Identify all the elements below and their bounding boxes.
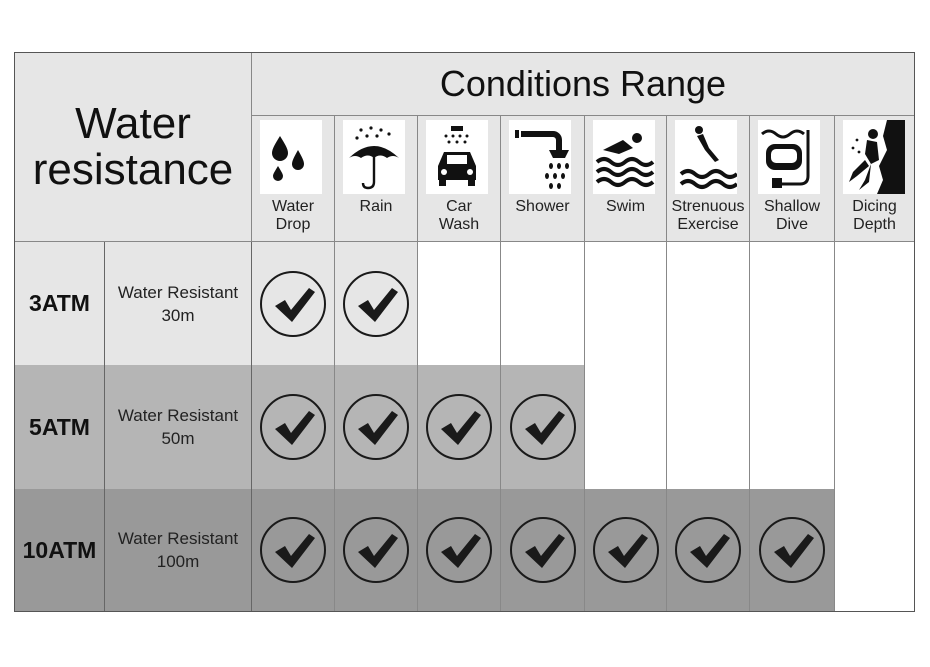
condition-label	[585, 198, 666, 234]
check-cell	[252, 242, 335, 365]
title-line-1: Water	[75, 99, 191, 148]
rating-description-line: 50m	[161, 429, 195, 448]
condition-label	[418, 198, 500, 234]
condition-car-wash	[418, 116, 501, 242]
condition-label-line: Depth	[853, 216, 896, 233]
condition-label-line: Shower	[515, 198, 570, 215]
checkmark-icon	[425, 516, 493, 584]
condition-label-line: Car	[446, 198, 472, 215]
table-title	[15, 53, 252, 242]
rating-description	[105, 242, 252, 365]
check-cell	[667, 489, 750, 611]
empty-cell	[835, 489, 914, 611]
check-cell	[335, 242, 418, 365]
checkmark-icon	[342, 270, 410, 338]
check-cell	[252, 489, 335, 611]
condition-label-line	[501, 216, 584, 234]
condition-label-line: Shallow	[763, 198, 821, 215]
checkmark-icon	[592, 516, 660, 584]
empty-cell	[667, 242, 750, 365]
condition-label-line: Water	[271, 198, 315, 215]
condition-label-line: Strenuous	[671, 198, 745, 215]
empty-cell	[585, 365, 667, 489]
condition-label	[667, 198, 749, 234]
rating-description-line: Water Resistant	[117, 406, 239, 425]
checkmark-icon	[259, 270, 327, 338]
rating-label: 5ATM	[15, 365, 105, 489]
condition-water-drop	[252, 116, 335, 242]
empty-cell	[750, 242, 835, 365]
checkmark-icon	[509, 393, 577, 461]
check-cell	[501, 365, 585, 489]
empty-cell	[418, 242, 501, 365]
car-wash-icon	[426, 120, 488, 194]
check-cell	[585, 489, 667, 611]
condition-label-line: Exercise	[677, 216, 739, 233]
check-cell	[335, 489, 418, 611]
condition-label-line: Drop	[275, 216, 311, 233]
condition-label-line: Rain	[359, 198, 393, 215]
check-cell	[252, 365, 335, 489]
rating-description-line: 30m	[161, 305, 195, 325]
condition-label-line: Dive	[775, 216, 808, 233]
empty-cell	[835, 242, 914, 365]
checkmark-icon	[509, 516, 577, 584]
checkmark-icon	[259, 393, 327, 461]
empty-cell	[835, 365, 914, 489]
condition-label	[252, 198, 334, 234]
rain-umbrella-icon	[343, 120, 405, 194]
empty-cell	[501, 242, 585, 365]
conditions-range-heading: Conditions Range	[252, 53, 914, 116]
checkmark-icon	[342, 516, 410, 584]
scuba-diver-icon	[843, 120, 905, 194]
condition-rain	[335, 116, 418, 242]
checkmark-icon	[425, 393, 493, 461]
condition-label-line: Dicing	[852, 198, 897, 215]
swim-icon	[593, 120, 655, 194]
rating-description	[105, 365, 252, 489]
condition-label	[335, 198, 417, 234]
condition-label-line	[585, 216, 666, 234]
check-cell	[418, 489, 501, 611]
condition-shallow-dive	[750, 116, 835, 242]
condition-label	[501, 198, 584, 234]
check-cell	[750, 489, 835, 611]
empty-cell	[750, 365, 835, 489]
rating-description-line: Water Resistant	[117, 529, 239, 548]
checkmark-icon	[758, 516, 826, 584]
condition-swim	[585, 116, 667, 242]
rating-label: 10ATM	[15, 489, 105, 611]
water-resistance-table	[14, 52, 915, 612]
check-cell	[335, 365, 418, 489]
rating-description-line: Water Resistant	[117, 282, 239, 302]
check-cell	[418, 365, 501, 489]
condition-label	[750, 198, 834, 234]
condition-label-line	[335, 216, 417, 234]
empty-cell	[585, 242, 667, 365]
dive-exercise-icon	[675, 120, 737, 194]
empty-cell	[667, 365, 750, 489]
condition-label-line: Wash	[438, 216, 480, 233]
checkmark-icon	[342, 393, 410, 461]
title-line-2: resistance	[32, 145, 234, 194]
condition-dicing-depth	[835, 116, 914, 242]
condition-shower	[501, 116, 585, 242]
condition-label-line: Swim	[605, 198, 646, 215]
check-cell	[501, 489, 585, 611]
rating-description-line: 100m	[156, 552, 200, 571]
rating-description	[105, 489, 252, 611]
checkmark-icon	[259, 516, 327, 584]
condition-label	[835, 198, 914, 234]
checkmark-icon	[674, 516, 742, 584]
water-drop-icon	[260, 120, 322, 194]
shower-icon	[509, 120, 571, 194]
condition-strenuous-exercise	[667, 116, 750, 242]
rating-label: 3ATM	[15, 242, 105, 365]
snorkel-mask-icon	[758, 120, 820, 194]
